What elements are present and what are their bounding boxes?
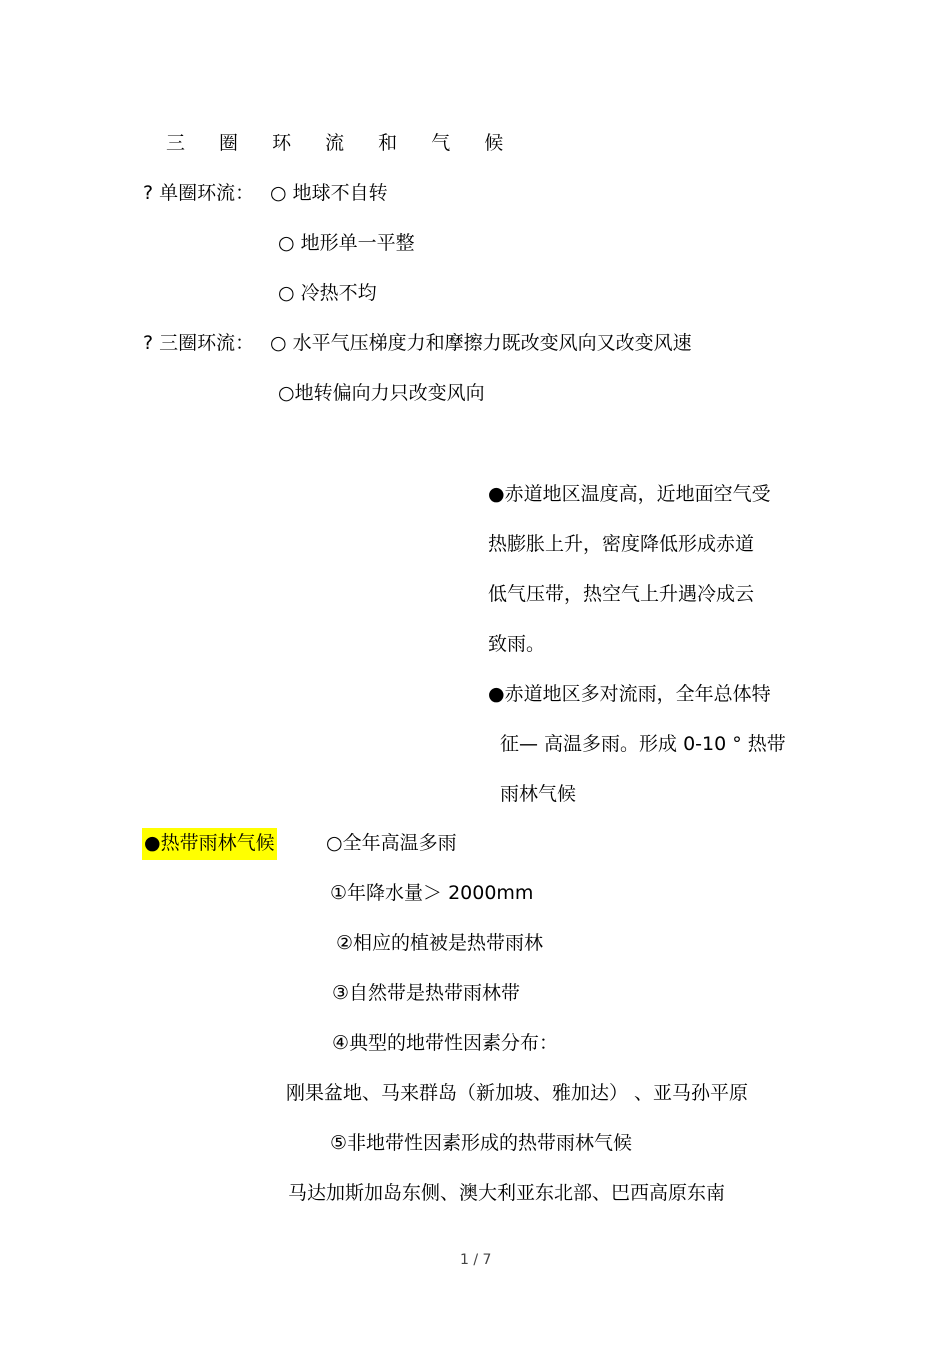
equator-note-line: ●赤道地区温度高，近地面空气受 [488,483,771,505]
azonal-places: 马达加斯加岛东侧、澳大利亚东北部、巴西高原东南 [288,1182,726,1204]
rainforest-heading [142,830,277,856]
page-title: 三 圈 环 流 和 气 候 [166,132,518,154]
highlighted-heading: ●热带雨林气候 [142,828,277,860]
equator-note-line: 致雨。 [488,633,546,655]
three-cell-label: ? 三圈环流： [143,332,255,354]
single-cell-item: ○ 冷热不均 [278,282,377,304]
rainforest-point: ①年降水量＞ 2000mm [330,882,534,904]
rainforest-point: ④典型的地带性因素分布： [332,1032,559,1054]
equator-note-line: 雨林气候 [500,783,577,805]
equator-note-line: 低气压带，热空气上升遇冷成云 [488,583,755,605]
equator-note-line: 征— 高温多雨。形成 0-10 ° 热带 [500,733,786,755]
single-cell-label: ? 单圈环流： [143,182,255,204]
zonal-places: 刚果盆地、马来群岛（新加坡、雅加达） 、亚马孙平原 [286,1082,749,1104]
azonal-title: ⑤非地带性因素形成的热带雨林气候 [330,1132,633,1154]
single-cell-item: ○ 地形单一平整 [278,232,415,254]
rainforest-point: ③自然带是热带雨林带 [332,982,521,1004]
rainforest-feature: ○全年高温多雨 [326,832,457,854]
three-cell-item: ○地转偏向力只改变风向 [278,382,485,404]
page-number: 1 / 7 [460,1252,492,1268]
equator-note-line: ●赤道地区多对流雨，全年总体特 [488,683,771,705]
single-cell-item: ○ 地球不自转 [270,182,388,204]
rainforest-point: ②相应的植被是热带雨林 [336,932,544,954]
equator-note-line: 热膨胀上升，密度降低形成赤道 [488,533,755,555]
three-cell-item: ○ 水平气压梯度力和摩擦力既改变风向又改变风速 [270,332,692,354]
